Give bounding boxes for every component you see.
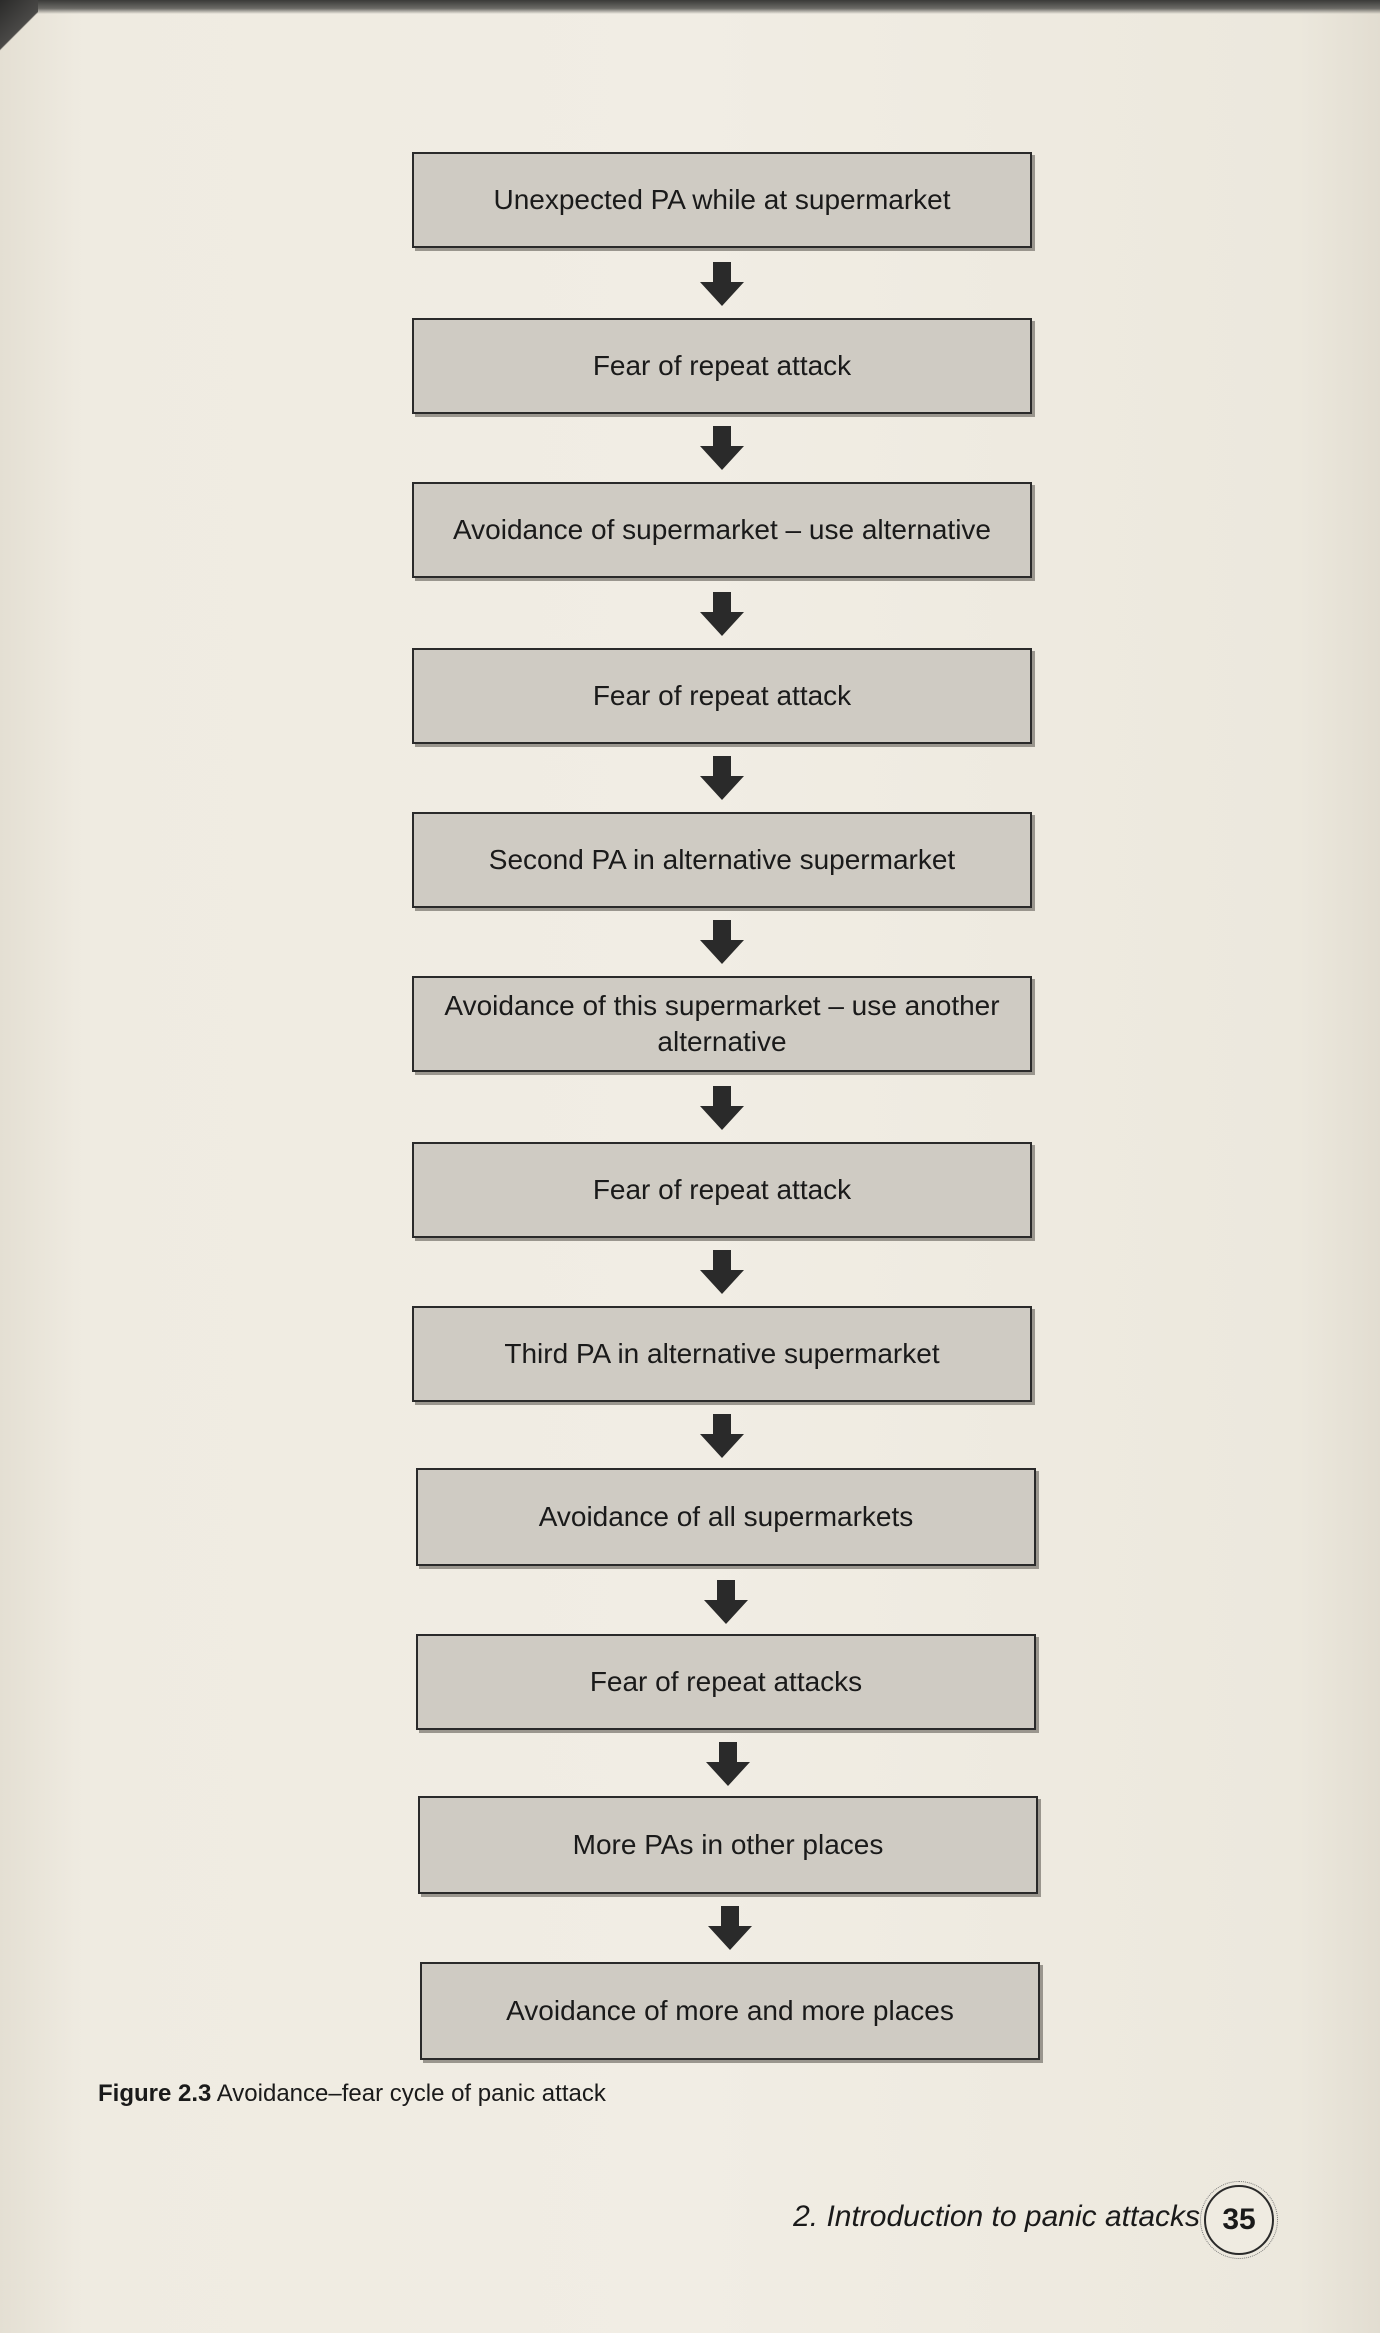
down-arrow-icon (700, 920, 744, 964)
step-11: More PAs in other places (418, 1796, 1038, 1894)
down-arrow-icon (700, 426, 744, 470)
down-arrow-icon (700, 1086, 744, 1130)
step-3: Avoidance of supermarket – use alternative (412, 482, 1032, 578)
figure-title: Avoidance–fear cycle of panic attack (216, 2080, 606, 2107)
down-arrow-icon (706, 1742, 750, 1786)
page-number: 35 (1204, 2185, 1274, 2255)
down-arrow-icon (708, 1906, 752, 1950)
figure-label: Figure 2.3 (98, 2080, 212, 2107)
step-8: Third PA in alternative supermarket (412, 1306, 1032, 1402)
step-2: Fear of repeat attack (412, 318, 1032, 414)
down-arrow-icon (700, 1414, 744, 1458)
step-10: Fear of repeat attacks (416, 1634, 1036, 1730)
down-arrow-icon (700, 262, 744, 306)
down-arrow-icon (700, 1250, 744, 1294)
step-12: Avoidance of more and more places (420, 1962, 1040, 2060)
figure-caption (98, 2080, 606, 2108)
step-7: Fear of repeat attack (412, 1142, 1032, 1238)
step-1: Unexpected PA while at supermarket (412, 152, 1032, 248)
down-arrow-icon (700, 592, 744, 636)
step-6: Avoidance of this supermarket – use another alternative (412, 976, 1032, 1072)
down-arrow-icon (704, 1580, 748, 1624)
running-footer: 2. Introduction to panic attacks (793, 2200, 1200, 2233)
step-4: Fear of repeat attack (412, 648, 1032, 744)
down-arrow-icon (700, 756, 744, 800)
step-9: Avoidance of all supermarkets (416, 1468, 1036, 1566)
step-5: Second PA in alternative supermarket (412, 812, 1032, 908)
